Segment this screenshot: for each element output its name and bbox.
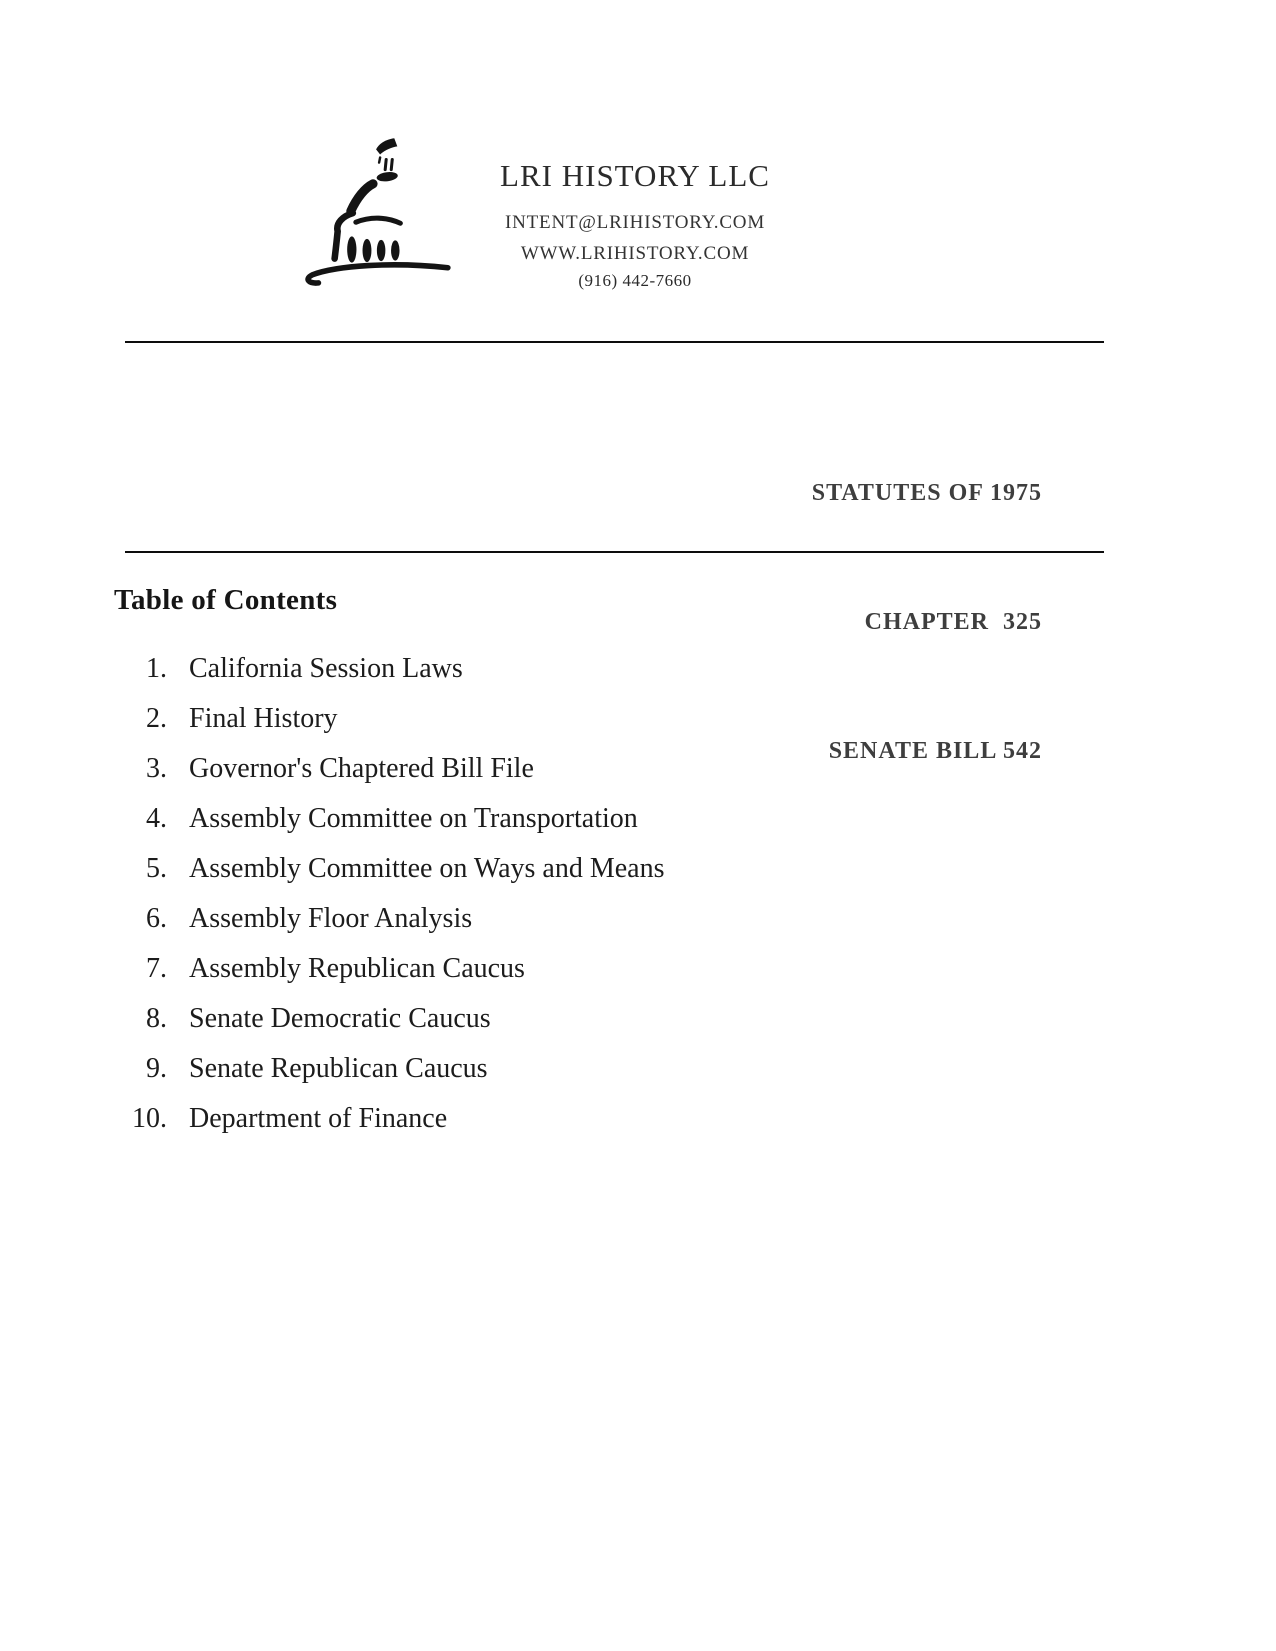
toc-item-label: Assembly Committee on Ways and Means <box>189 853 665 884</box>
toc-item-number: 1. <box>146 653 167 684</box>
chapter-line: CHAPTER 325 <box>864 609 1042 635</box>
toc-item-label: Assembly Committee on Transportation <box>189 803 638 834</box>
toc-heading: Table of Contents <box>114 584 338 616</box>
toc-item <box>115 1044 1015 1094</box>
toc-item-number: 9. <box>146 1053 167 1084</box>
toc-item-label: Senate Democratic Caucus <box>189 1003 491 1034</box>
toc-item-label: California Session Laws <box>189 653 463 684</box>
company-phone: (916) 442-7660 <box>578 271 692 290</box>
toc-item <box>115 794 1015 844</box>
toc-item-number: 7. <box>146 953 167 984</box>
toc-item-number: 6. <box>146 903 167 934</box>
capitol-dome-logo-icon <box>278 116 460 288</box>
toc-item <box>115 894 1015 944</box>
toc-item-number: 5. <box>146 853 167 884</box>
toc-item-number: 8. <box>146 1003 167 1034</box>
senate-bill-line: SENATE BILL 542 <box>828 738 1042 764</box>
toc-item-label: Final History <box>189 703 338 734</box>
divider-top <box>125 341 1104 343</box>
toc-item <box>115 644 1015 694</box>
company-email: INTENT@LRIHISTORY.COM <box>504 212 766 233</box>
toc-item-label: Senate Republican Caucus <box>189 1053 488 1084</box>
toc-item <box>115 944 1015 994</box>
toc-list <box>115 644 1015 1144</box>
company-name: LRI HISTORY LLC <box>500 158 770 193</box>
toc-item <box>115 744 1015 794</box>
toc-item <box>115 694 1015 744</box>
toc-item <box>115 994 1015 1044</box>
toc-item-number: 3. <box>146 753 167 784</box>
toc-item-label: Assembly Floor Analysis <box>189 903 473 934</box>
toc-item-number: 4. <box>146 803 167 834</box>
toc-item <box>115 844 1015 894</box>
toc-item-number: 10. <box>132 1103 167 1134</box>
toc-item-number: 2. <box>146 703 167 734</box>
statutes-line: STATUTES OF 1975 <box>811 480 1042 506</box>
company-website: WWW.LRIHISTORY.COM <box>520 243 750 264</box>
toc-item-label: Assembly Republican Caucus <box>189 953 525 984</box>
toc-item <box>115 1094 1015 1144</box>
toc-item-label: Governor's Chaptered Bill File <box>189 753 534 784</box>
toc-item-label: Department of Finance <box>189 1103 448 1134</box>
